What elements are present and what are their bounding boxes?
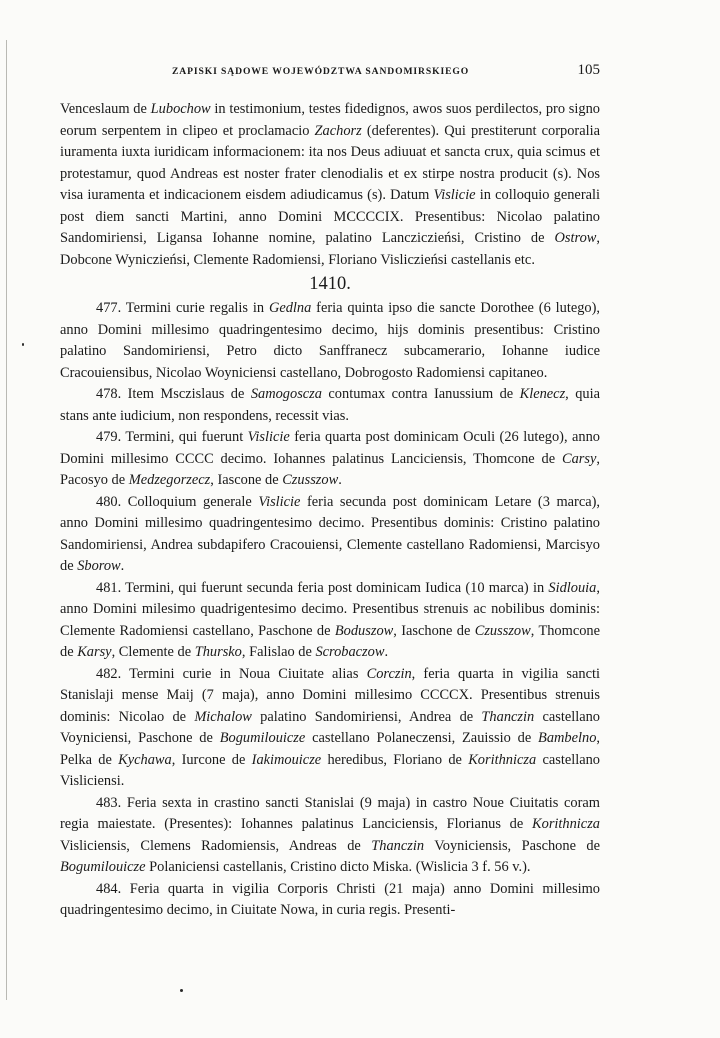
text-run: in colloquio generali post diem sancti Martini, anno Domini MCCCCIX. Presentibus: Nicolao palatino Sandomiriensi, Ligansa Iohanne nomine, palatino Lancziczieńsi, Cristino de (60, 187, 600, 246)
place-name: Corczin (366, 665, 412, 682)
text-run: castellano Voyniciensi, Paschone de (60, 708, 601, 746)
place-name: Ostrow (554, 230, 597, 246)
text-run: Visliciensis, Clemens Radomiensis, Andreas de (60, 837, 372, 854)
place-name: Carsy (562, 450, 597, 467)
page-header (60, 62, 600, 82)
ink-speck (22, 343, 24, 346)
place-name: Bogumilouicze (219, 730, 306, 746)
text-run: palatino Sandomiriensi, Andrea de (251, 708, 482, 725)
place-name: Michalow (194, 708, 252, 725)
place-name: Kychawa (118, 751, 172, 768)
body-text (60, 99, 600, 922)
entry-paragraph (60, 492, 600, 578)
place-name: Iakimouicze (251, 751, 322, 768)
place-name: Korithnicza (468, 751, 537, 768)
text-run: feria quinta ipso die sancte Dorothee (6 lutego), anno Domini millesimo quadringentesimo decimo, hijs dominis presentibus: Cristino palatino Sandomiriensi, Petro dicto Sanffranecz subcamerario, Iohanne iudice Cracouiensibus, Nicolao Woyniciensi castellano, Dobrogosto Radomiensi capitaneo. (60, 300, 600, 381)
place-name: Vislicie (433, 187, 476, 203)
text-run: heredibus, Floriano de (321, 751, 469, 768)
place-name: Vislicie (258, 493, 301, 510)
text-run: , Pacosyo de (60, 450, 600, 488)
place-name: Boduszow (334, 622, 394, 639)
place-name: Lubochow (150, 101, 211, 117)
place-name: Czusszow (282, 472, 339, 488)
text-run: . (384, 644, 389, 660)
place-name: Klenecz (519, 386, 566, 402)
place-name: Thanczin (371, 837, 425, 854)
place-name: Scrobaczow (315, 644, 385, 660)
text-run: 482. Termini curie in Noua Ciuitate alias (96, 665, 367, 682)
entry-paragraph (60, 427, 600, 492)
place-name: Korithnicza (532, 816, 600, 832)
text-run: , feria quarta in vigilia sancti Stanislaji mense Maij (7 maja), anno Domini millesimo CCCCX. Presentibus strenuis dominis: Nicolao de (60, 665, 601, 725)
entry-paragraph (60, 664, 600, 793)
text-run: 481. Termini, qui fuerunt secunda feria post dominicam Iudica (10 marca) in (96, 579, 549, 596)
entry-paragraph (60, 793, 600, 879)
text-run: , Falislao de (241, 644, 316, 660)
ink-speck (180, 989, 183, 992)
text-run: in testimonium, testes fidedignos, awos suos perdilectos, pro signo eorum serpentem in clipeo et proclamacio (60, 101, 600, 139)
text-run: feria quarta post dominicam Oculi (26 lutego), anno Domini millesimo CCCC decimo. Iohannes palatinus Lanciciensis, Thomcone de (60, 429, 600, 467)
text-run: , Iascone de (210, 472, 283, 488)
text-run: , Thomcone de (60, 622, 600, 660)
entry-paragraph (60, 879, 600, 922)
place-name: Samogoscza (250, 386, 322, 402)
text-run: , anno Domini milesimo quadrigentesimo decimo. Presentibus strenuis ac nobilibus dominis: Clemente Radomiensi castellano, Paschone de (60, 579, 600, 639)
entries-list (60, 298, 600, 922)
text-run: 483. Feria sexta in crastino sancti Stanislai (9 maja) in castro Noue Ciuitatis coram regia maiestate. (Presentes): Iohannes palatinus Lanciciensis, Florianus de (60, 794, 600, 832)
place-name: Zachorz (314, 122, 362, 139)
place-name: Bambelno (538, 730, 597, 746)
entry-paragraph (60, 578, 600, 664)
text-run: 477. Termini curie regalis in (96, 300, 269, 316)
text-run: , quia stans ante iudicium, non respondens, recessit vias. (60, 386, 600, 424)
place-name: Sidlouia (548, 579, 597, 596)
text-run: Polaniciensi castellanis, Cristino dicto Miska. (Wislicia 3 f. 56 v.). (145, 859, 531, 875)
place-name: Bogumilouicze (60, 859, 146, 875)
text-run: 480. Colloquium generale (96, 493, 259, 510)
text-run: . (338, 472, 342, 488)
scan-edge-line (6, 40, 7, 1000)
text-run: feria secunda post dominicam Letare (3 marca), anno Domini millesimo quadringentesimo decimo. Presentibus dominis: Cristino palatino Sandomiriensi, Andrea subdapifero Cracouiensi, Clemente castellano Radomiensi, Marcisyo de (60, 493, 600, 574)
text-run: contumax contra Ianussium de (321, 386, 520, 402)
text-run: 484. Feria quarta in vigilia Corporis Christi (21 maja) anno Domini millesimo quadringentesimo decimo, in Ciuitate Nowa, in curia regis. Presenti- (60, 880, 600, 918)
text-run: . (120, 558, 125, 574)
text-run: , Pelka de (60, 730, 601, 768)
text-run: , Dobcone Wyniczieńsi, Clemente Radomiensi, Floriano Visliczieńsi castellanis etc. (60, 230, 600, 268)
text-run: , Iaschone de (393, 622, 475, 639)
text-run: , Iurcone de (171, 751, 252, 768)
entry-paragraph (60, 384, 600, 427)
text-run: castellano Polaneczensi, Zauissio de (305, 730, 539, 746)
place-name: Vislicie (247, 429, 290, 445)
text-run: 479. Termini, qui fuerunt (96, 429, 248, 445)
place-name: Karsy (77, 644, 112, 660)
text-run: Voyniciensis, Paschone de (424, 837, 600, 854)
intro-paragraph (60, 99, 600, 271)
place-name: Medzegorzecz (128, 472, 211, 488)
place-name: Czusszow (474, 622, 531, 639)
text-run: , Clemente de (111, 644, 195, 660)
place-name: Thursko (194, 644, 242, 660)
text-run: Venceslaum de (60, 101, 151, 117)
place-name: Gedlna (268, 300, 312, 316)
text-run: castellano Visliciensi. (60, 751, 600, 789)
running-title: ZAPISKI SĄDOWE WOJEWÓDZTWA SANDOMIRSKIEGO (172, 66, 470, 77)
entry-paragraph (60, 298, 600, 384)
page-number: 105 (577, 62, 600, 78)
text-run: 478. Item Msczislaus de (96, 386, 251, 402)
place-name: Thanczin (481, 708, 535, 725)
year-heading: 1410. (309, 274, 351, 294)
place-name: Sborow (77, 558, 121, 574)
text-run: (deferentes). Qui prestiterunt corporalia iuramenta iuxta iuridicam informacionem: ita nos Deus adiuuat et sancta crux, quia scimus et protestamur, quod Andreas est noster frater clenodialis et ex stirpe nostra producit (s). Nos visa iuramenta et indicacionem eisdem adiudicamus (s). Datum (60, 122, 600, 203)
